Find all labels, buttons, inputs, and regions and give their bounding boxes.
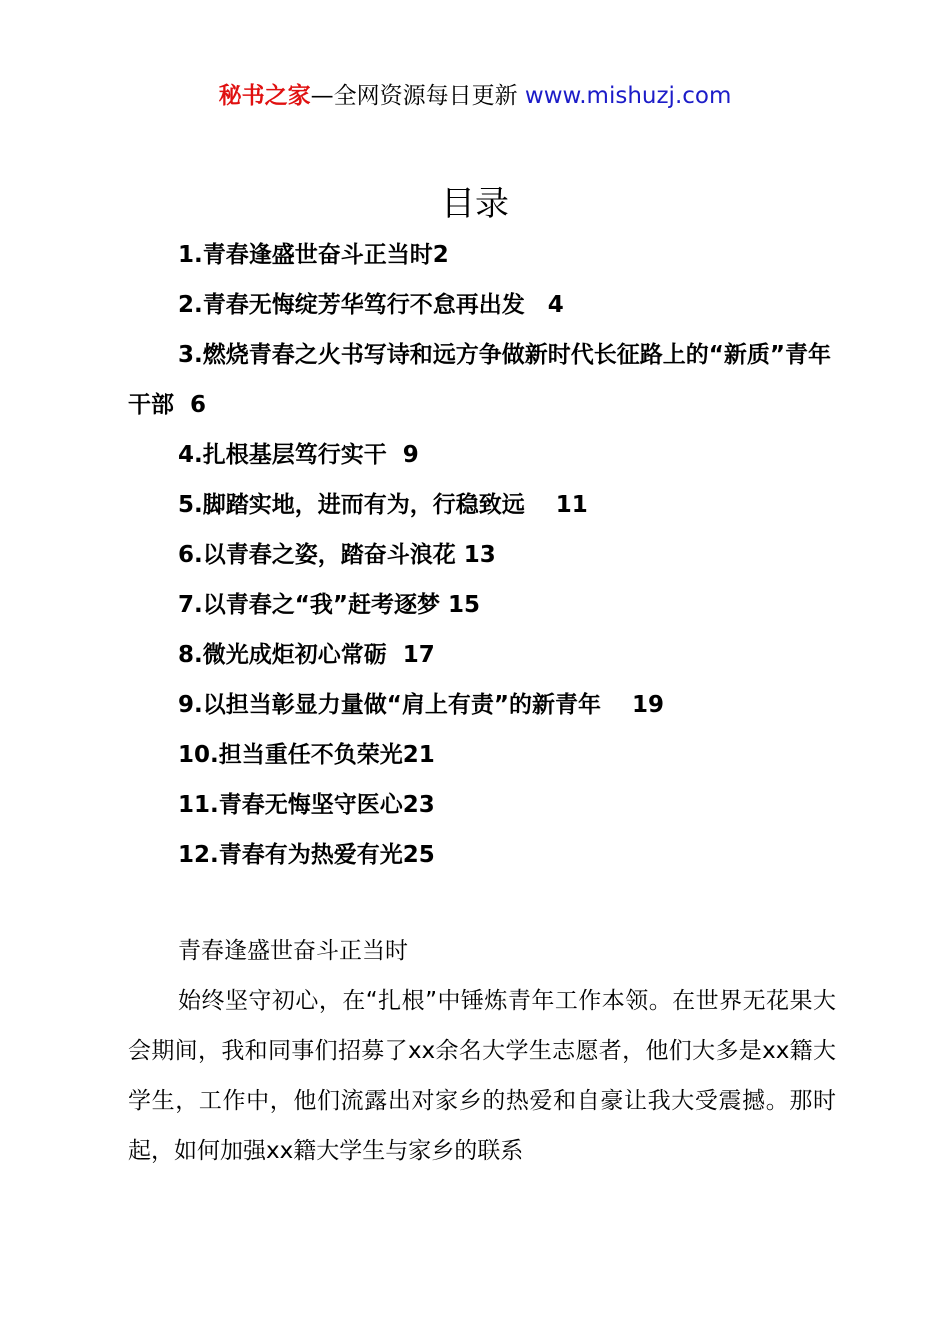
toc-item-5[interactable]: 5.脚踏实地，进而有为，行稳致远 11 bbox=[178, 492, 588, 518]
header-tagline: —全网资源每日更新 bbox=[310, 83, 525, 109]
toc-item-10[interactable]: 10.担当重任不负荣光21 bbox=[178, 742, 435, 768]
toc-item-9[interactable]: 9.以担当彰显力量做“肩上有责”的新青年 19 bbox=[178, 692, 664, 718]
site-url-link[interactable]: www.mishuzj.com bbox=[524, 83, 732, 109]
toc-item-1[interactable]: 1.青春逢盛世奋斗正当时2 bbox=[178, 242, 449, 268]
toc-item-8[interactable]: 8.微光成炬初心常砺 17 bbox=[178, 642, 435, 668]
body-paragraph: 始终坚守初心，在“扎根”中锤炼青年工作本领。在世界无花果大会期间，我和同事们招募了xx余名大学生志愿者，他们大多是xx籍大学生，工作中，他们流露出对家乡的热爱和自豪让我大受震撼。那时起，如何加强xx籍大学生与家乡的联系 bbox=[128, 988, 836, 1164]
toc-item-3[interactable]: 3.燃烧青春之火书写诗和远方争做新时代长征路上的“新质”青年干部 6 bbox=[128, 342, 831, 418]
article-body bbox=[128, 926, 836, 1176]
toc-item-2[interactable]: 2.青春无悔绽芳华笃行不怠再出发 4 bbox=[178, 292, 564, 318]
toc-item-6[interactable]: 6.以青春之姿，踏奋斗浪花 13 bbox=[178, 542, 496, 568]
table-of-contents bbox=[128, 230, 838, 880]
toc-item-12[interactable]: 12.青春有为热爱有光25 bbox=[178, 842, 435, 868]
toc-title: 目录 bbox=[441, 184, 509, 224]
brand-name: 秘书之家 bbox=[218, 83, 311, 109]
site-header bbox=[0, 80, 950, 112]
section-heading: 青春逢盛世奋斗正当时 bbox=[178, 938, 408, 964]
toc-item-4[interactable]: 4.扎根基层笃行实干 9 bbox=[178, 442, 419, 468]
toc-item-11[interactable]: 11.青春无悔坚守医心23 bbox=[178, 792, 435, 818]
toc-item-7[interactable]: 7.以青春之“我”赶考逐梦 15 bbox=[178, 592, 480, 618]
